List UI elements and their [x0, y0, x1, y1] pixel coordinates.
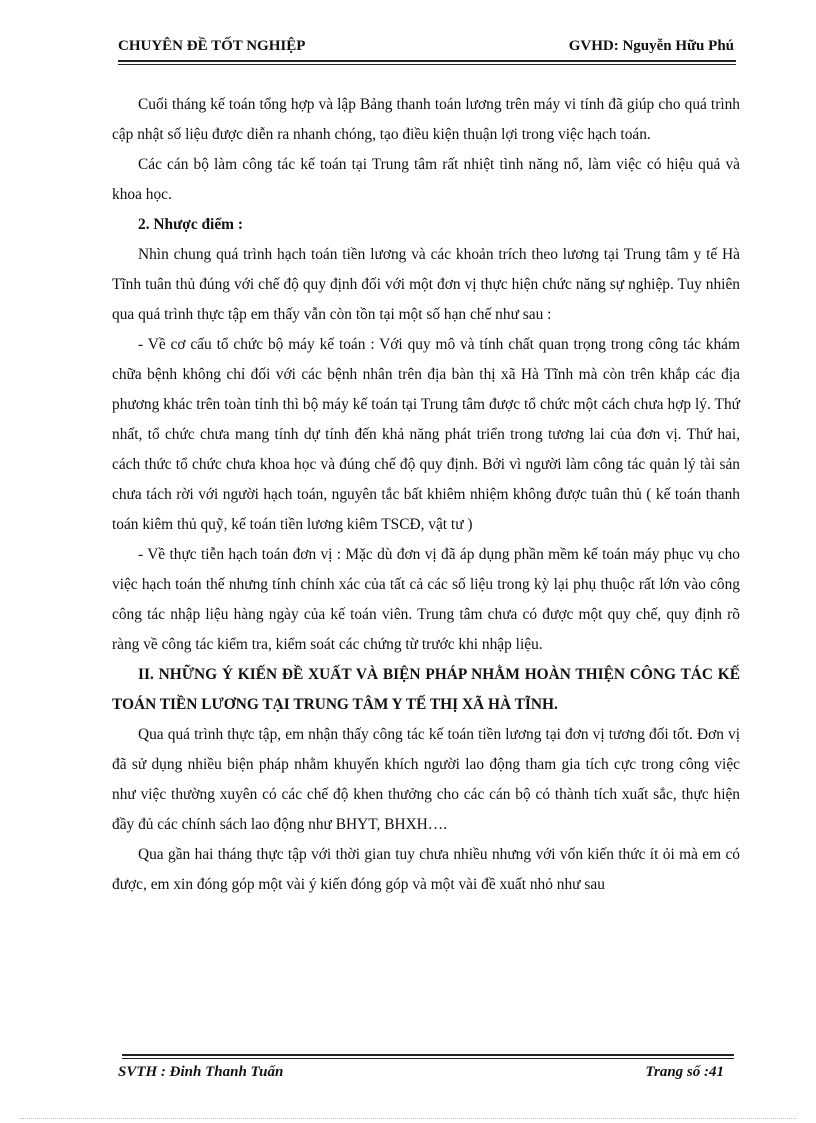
paragraph-staff: Các cán bộ làm công tác kế toán tại Trung tâm rất nhiệt tình năng nổ, làm việc có hiệu quả và khoa học.: [112, 156, 740, 203]
page-number: Trang số :41: [645, 1064, 724, 1080]
page-footer: [118, 1064, 734, 1088]
footer-student: SVTH : Đinh Thanh Tuấn: [118, 1064, 284, 1080]
paragraph-structure: - Về cơ cấu tổ chức bộ máy kế toán : Với quy mô và tính chất quan trọng trong công tác khám chữa bệnh không chỉ đối với các bệnh nhân trên địa bàn thị xã Hà Tĩnh mà còn trên khắp các địa phương khác trên toàn tỉnh thì bộ máy kế toán tại Trung tâm được tổ chức một cách chưa hợp lý. Thứ nhất, tổ chức chưa mang tính dự tính đến khả năng phát triển trong tương lai của đơn vị. Thứ hai, cách thức tổ chức chưa khoa học và đúng chế độ quy định. Bởi vì người làm công tác quản lý tài sản chưa tách rời với người hạch toán, nguyên tắc bất khiêm nhiệm không được tuân thủ ( kế toán thanh toán kiêm thủ quỹ, kế toán tiền lương kiêm TSCĐ, vật tư ): [112, 336, 740, 533]
page-edge-divider: [20, 1118, 796, 1119]
header-advisor: GVHD: Nguyễn Hữu Phú: [568, 38, 734, 54]
header-rule-thin: [118, 64, 736, 65]
paragraph-proposal: Qua gần hai tháng thực tập với thời gian tuy chưa nhiều nhưng với vốn kiến thức ít ỏi mà em có được, em xin đóng góp một vài ý kiến đóng góp và một vài đề xuất nhỏ như sau: [112, 846, 740, 893]
heading-weaknesses: 2. Nhược điểm :: [138, 216, 243, 233]
heading-section-ii: II. NHỮNG Ý KIẾN ĐỀ XUẤT VÀ BIỆN PHÁP NHẰM HOÀN THIỆN CÔNG TÁC KẾ TOÁN TIỀN LƯƠNG TẠI TRUNG TÂM Y TẾ THỊ XÃ HÀ TĨNH.: [112, 666, 740, 713]
header-title: CHUYÊN ĐỀ TỐT NGHIỆP: [118, 38, 306, 54]
paragraph-overview: Nhìn chung quá trình hạch toán tiền lương và các khoản trích theo lương tại Trung tâm y tế Hà Tĩnh tuân thủ đúng với chế độ quy định đối với một đơn vị thực hiện chức năng sự nghiệp. Tuy nhiên qua quá trình thực tập em thấy vẫn còn tồn tại một số hạn chế như sau :: [112, 246, 740, 323]
paragraph-practice: - Về thực tiễn hạch toán đơn vị : Mặc dù đơn vị đã áp dụng phần mềm kế toán máy phục vụ cho việc hạch toán thế nhưng tính chính xác của tất cả các số liệu trong kỳ lại phụ thuộc rất lớn vào công công tác nhập liệu hàng ngày của kế toán viên. Trung tâm chưa có được một quy chế, quy định rõ ràng về công tác kiểm tra, kiểm soát các chứng từ trước khi nhập liệu.: [112, 546, 740, 653]
footer-rule: [122, 1054, 734, 1056]
header-rule: [118, 60, 736, 62]
footer-rule-thin: [122, 1058, 734, 1059]
page-body: [112, 90, 740, 900]
paragraph-observation: Qua quá trình thực tập, em nhận thấy công tác kế toán tiền lương tại đơn vị tương đối tốt. Đơn vị đã sử dụng nhiều biện pháp nhằm khuyến khích người lao động tham gia tích cực trong công việc như việc thường xuyên có các chế độ khen thưởng cho các cán bộ có thành tích xuất sắc, thực hiện đầy đủ các chính sách lao động như BHYT, BHXH….: [112, 726, 740, 833]
paragraph-payroll-table: Cuối tháng kế toán tổng hợp và lập Bảng thanh toán lương trên máy vi tính đã giúp cho quá trình cập nhật số liệu được diễn ra nhanh chóng, tạo điều kiện thuận lợi trong việc hạch toán.: [112, 96, 740, 143]
page-header: [118, 38, 734, 62]
